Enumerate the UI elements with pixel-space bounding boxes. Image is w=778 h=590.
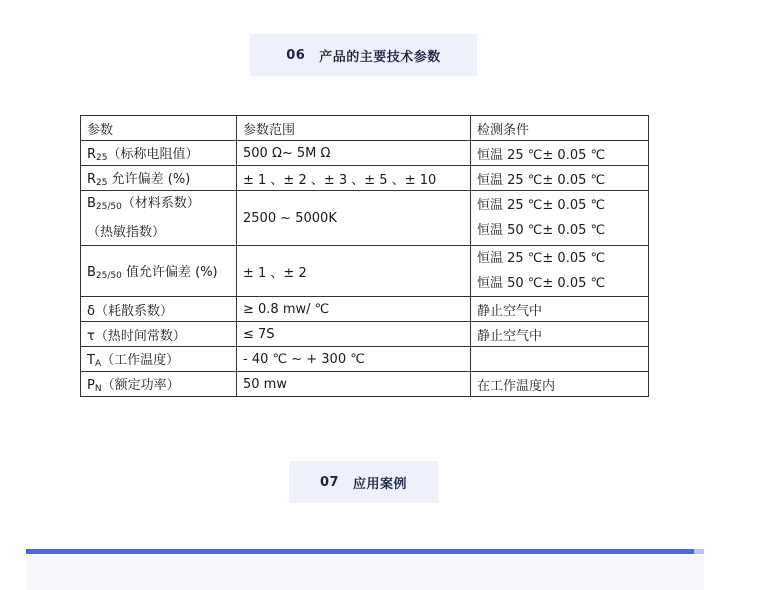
condition-cell: 恒温 25 ℃± 0.05 ℃	[471, 141, 649, 166]
range-cell: 50 mw	[237, 372, 471, 397]
content-panel	[26, 556, 704, 590]
table-row	[81, 322, 649, 347]
section-number: 06	[286, 47, 306, 63]
table-row	[81, 372, 649, 397]
range-cell: 500 Ω~ 5M Ω	[237, 141, 471, 166]
table-row	[81, 141, 649, 166]
section-title: 应用案例	[353, 476, 408, 492]
header-range: 参数范围	[237, 116, 471, 141]
param-delta: δ（耗散系数）	[81, 297, 237, 322]
table-row	[81, 347, 649, 372]
table-row	[81, 166, 649, 191]
range-cell: - 40 ℃ ~ + 300 ℃	[237, 347, 471, 372]
range-cell: 2500 ~ 5000K	[237, 191, 471, 246]
range-cell: ± 1 、± 2	[237, 246, 471, 297]
accent-bar	[26, 549, 694, 554]
condition-cell: 恒温 25 ℃± 0.05 ℃ 恒温 50 ℃± 0.05 ℃	[471, 246, 649, 297]
table-row	[81, 246, 649, 297]
condition-cell: 静止空气中	[471, 322, 649, 347]
range-cell: ≤ 7S	[237, 322, 471, 347]
range-cell: ± 1 、± 2 、± 3 、± 5 、± 10	[237, 166, 471, 191]
param-b-value: $B_{25/50}$（材料系数） （热敏指数）	[81, 191, 237, 246]
param-r25-tolerance: $R_{25}$ 允许偏差 (%)	[81, 166, 237, 191]
accent-bar-fade	[694, 549, 704, 554]
param-r25: $R_{25}$（标称电阻值）	[81, 141, 237, 166]
section-06-heading	[250, 34, 477, 76]
table-row	[81, 297, 649, 322]
param-b-tolerance: $B_{25/50}$ 值允许偏差 (%)	[81, 246, 237, 297]
header-param: 参数	[81, 116, 237, 141]
section-07-heading	[289, 461, 438, 503]
table-row	[81, 191, 649, 246]
header-condition: 检测条件	[471, 116, 649, 141]
param-pn: $P_N$（额定功率）	[81, 372, 237, 397]
param-tau: τ（热时间常数）	[81, 322, 237, 347]
param-ta: $T_A$（工作温度）	[81, 347, 237, 372]
condition-cell: 在工作温度内	[471, 372, 649, 397]
condition-cell: 恒温 25 ℃± 0.05 ℃	[471, 166, 649, 191]
table-header-row	[81, 116, 649, 141]
condition-cell	[471, 347, 649, 372]
condition-cell: 恒温 25 ℃± 0.05 ℃ 恒温 50 ℃± 0.05 ℃	[471, 191, 649, 246]
section-title: 产品的主要技术参数	[319, 49, 441, 65]
spec-table	[80, 115, 649, 397]
condition-cell: 静止空气中	[471, 297, 649, 322]
range-cell: ≥ 0.8 mw/ ℃	[237, 297, 471, 322]
section-number: 07	[319, 474, 340, 490]
